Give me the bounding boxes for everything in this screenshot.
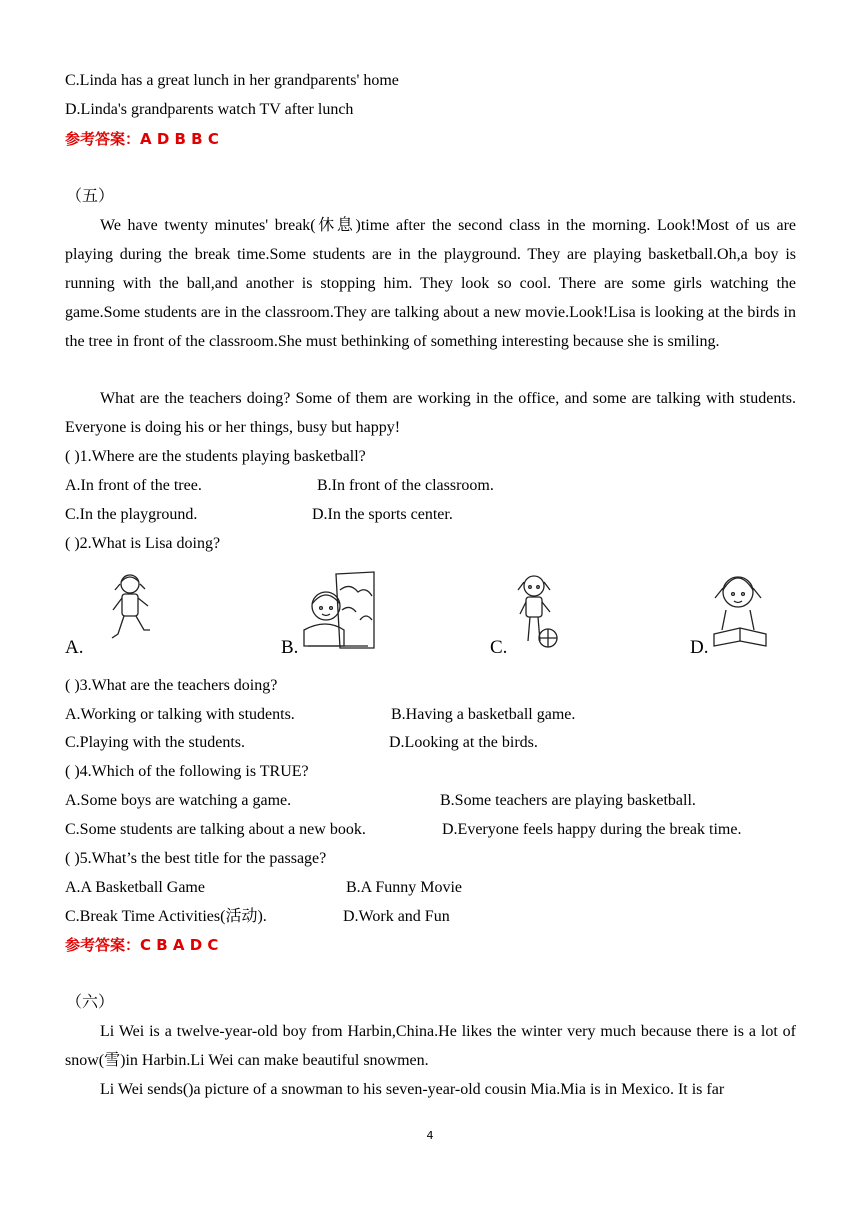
section-heading: （五） — [66, 186, 115, 205]
option-c: C.Playing with the students. — [65, 734, 245, 751]
question-5: ( )5.What’s the best title for the passage? — [65, 850, 327, 867]
girl-at-window-picture — [300, 570, 378, 650]
question-1: ( )1.Where are the students playing basketball? — [65, 448, 366, 465]
option-a: A.In front of the tree. — [65, 477, 202, 494]
option-d: D.Looking at the birds. — [389, 734, 538, 751]
question-2: ( )2.What is Lisa doing? — [65, 535, 221, 552]
picture-option-label: C. — [490, 637, 508, 658]
option-b: B.In front of the classroom. — [317, 477, 494, 494]
option-c: C.In the playground. — [65, 506, 198, 523]
option-a: A.A Basketball Game — [65, 879, 205, 896]
answer-key: 参考答案：C B A D C — [65, 936, 219, 954]
option-b: B.Some teachers are playing basketball. — [440, 792, 696, 809]
passage-paragraph: Li Wei is a twelve-year-old boy from Harbin,China.He likes the winter very much because there is a lot of snow(雪)in Harbin.Li Wei can make beautiful snowmen. — [65, 1023, 796, 1069]
section-heading: （六） — [66, 992, 115, 1011]
option-b: B.A Funny Movie — [346, 879, 463, 896]
question-4: ( )4.Which of the following is TRUE? — [65, 763, 309, 780]
option-d: D.Everyone feels happy during the break time. — [442, 821, 742, 838]
answer-key: 参考答案：A D B B C — [65, 130, 219, 148]
option-d-text: D.Linda's grandparents watch TV after lunch — [65, 101, 354, 118]
option-b: B.Having a basketball game. — [391, 706, 576, 723]
option-d: D.Work and Fun — [343, 908, 450, 925]
option-a: A.Working or talking with students. — [65, 706, 295, 723]
option-d: D.In the sports center. — [312, 506, 453, 523]
girl-reading-book-picture — [708, 568, 774, 650]
option-c: C.Some students are talking about a new book. — [65, 821, 366, 838]
girl-running-picture — [104, 570, 156, 650]
question-3: ( )3.What are the teachers doing? — [65, 677, 278, 694]
picture-option-label: A. — [65, 637, 84, 658]
option-c: C.Break Time Activities(活动). — [65, 908, 267, 925]
picture-option-label: B. — [281, 637, 299, 658]
option-c-text: C.Linda has a great lunch in her grandparents' home — [65, 72, 399, 89]
passage-paragraph: We have twenty minutes' break(休息)time after the second class in the morning. Look!Most of us are playing during the break time.Some students are in the playground. They are playing basketball.Oh,a boy is running with the ball,and another is stopping him. They look so cool. There are some girls watching the game.Some students are in the classroom.They are talking about a new movie.Look!Lisa is looking at the birds in the tree in front of the classroom.She must bethinking of something interesting because she is smiling. — [65, 217, 796, 350]
page-number: 4 — [426, 1129, 434, 1142]
girl-playing-basketball-picture — [508, 570, 566, 650]
passage-paragraph: Li Wei sends()a picture of a snowman to his seven-year-old cousin Mia.Mia is in Mexico. It is far — [100, 1081, 725, 1098]
picture-option-label: D. — [690, 637, 709, 658]
passage-paragraph: What are the teachers doing? Some of them are working in the office, and some are talking with students. Everyone is doing his or her things, busy but happy! — [65, 390, 796, 436]
option-a: A.Some boys are watching a game. — [65, 792, 292, 809]
